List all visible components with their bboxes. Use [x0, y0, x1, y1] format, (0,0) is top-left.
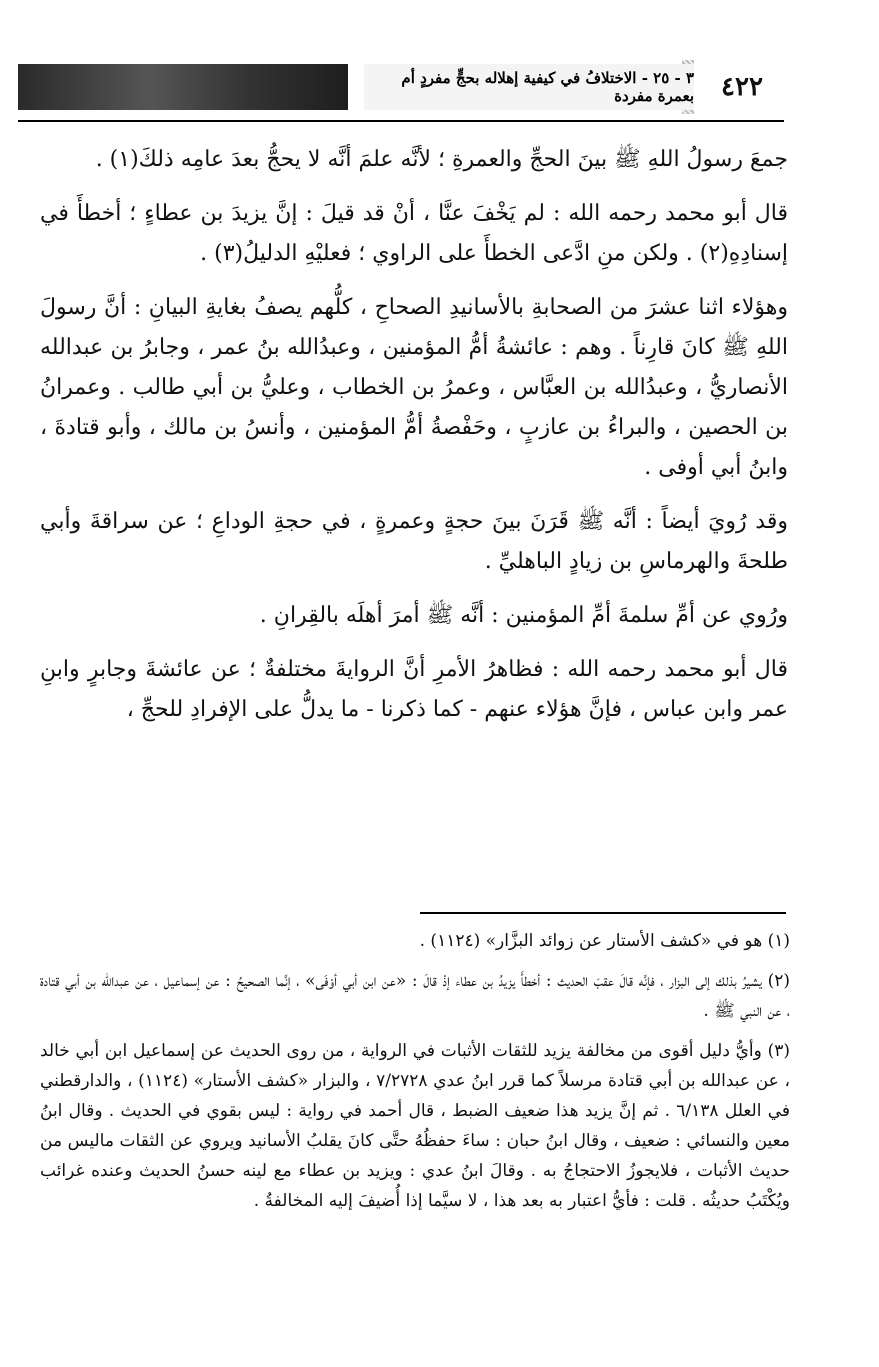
paragraph: جمعَ رسولُ اللهِ ﷺ بينَ الحجِّ والعمرةِ ؛ لأنَّه علمَ أنَّه لا يحجُّ بعدَ عامِه ذلكَ(١) . [95, 147, 788, 172]
footnote: (٢) يشيرُ بذلك إلى البزار ، فإنَّه قالَ عقبَ الحديث : أخطأَ يزيدُ بن عطاء إذْ قالَ : «عن ابن أبي أوْفَى» ، إنَّما الصحيحُ : عن إسماعيل ، عن عبدالله بن أبي قتادة ، عن النبي ﷺ . [40, 971, 790, 1021]
paragraph: قال أبو محمد رحمه الله : لم يَخْفَ عنَّا ، أنْ قد قيلَ : إنَّ يزيدَ بن عطاءٍ ؛ أخطأَ في إسنادِهِ(٢) . ولكن منِ ادَّعى الخطأَ على الراوي ؛ فعليْهِ الدليلُ(٣) . [40, 201, 788, 266]
header-rule [18, 120, 784, 122]
paragraph: وقد رُويَ أيضاً : أنَّه ﷺ قَرَنَ بينَ حجةٍ وعمرةٍ ، في حجةِ الوداعِ ؛ عن سراقةَ وأبي طلحةَ والهرماسِ بن زيادٍ الباهليِّ . [40, 509, 788, 574]
footnote: (٣) وأيُّ دليل أقوى من مخالفة يزيد للثقات الأثبات في الرواية ، من روى الحديث عن إسماعيل ابن أبي خالد ، عن عبدالله بن أبي قتادة مرسلاً كما قرر ابنُ عدي ٧/٢٧٢٨ ، والبزار «كشف الأستار» (١١٢٤) ، والدارقطني في العلل ٦/١٣٨ . ثم إنَّ يزيد هذا ضعيف الضبط ، قال أحمد في رواية : ليس بقوي في الحديث . وقال ابنُ معين والنسائي : ضعيف ، وقال ابنُ حبان : ساءَ حفظُهُ حتَّى كانَ يقلبُ الأسانيد ويروي عن الثقات ماليس من حديث الأثبات ، فلايجوزُ الاحتجاجُ به . وقالَ ابنُ عدي : ويزيد بن عطاء مع لينه حسنُ الحديث وعنده غرائب ويُكْتَبُ حديثُه . قلت : فأيُّ اعتبار به بعد هذا ، لا سيَّما إذا أُضيفَ إليه المخالفةُ . [40, 1041, 790, 1211]
main-text [40, 140, 788, 744]
footnote: (١) هو في «كشف الأستار عن زوائد البزَّار» (١١٢٤) . [419, 931, 790, 951]
page-header [18, 60, 790, 116]
running-title: ٣ - ٢٥ - الاختلافُ في كيفية إهلاله بحجٍّ مفردٍ أم بعمرة مفردة [364, 64, 694, 110]
paragraph: وهؤلاء اثنا عشرَ من الصحابةِ بالأسانيدِ الصحاحِ ، كلُّهم يصفُ بغايةِ البيانِ : أنَّ رسولَ اللهِ ﷺ كانَ قارِناً . وهم : عائشةُ أمُّ المؤمنين ، وعبدُالله بنُ عمر ، وجابرُ بن عبدالله الأنصاريُّ ، وعبدُالله بن العبَّاس ، وعمرُ بن الخطاب ، وعليُّ بن أبي طالب . وعمرانُ بن الحصين ، والبراءُ بن عازبٍ ، وحَفْصةُ أمُّ المؤمنين ، وأنسُ بن مالك ، وأبو قتادةَ ، وابنُ أبي أوفى . [40, 295, 788, 480]
page-number: ٤٢٢ [721, 72, 763, 102]
footnotes [40, 926, 790, 1226]
footnote-rule [420, 912, 786, 914]
paragraph: ورُوي عن أمِّ سلمةَ أمِّ المؤمنين : أنَّه ﷺ أمرَ أهلَه بالقِرانِ . [259, 603, 788, 628]
header-dark-band [18, 64, 348, 110]
paragraph: قال أبو محمد رحمه الله : فظاهرُ الأمرِ أنَّ الروايةَ مختلفةٌ ؛ عن عائشةَ وجابرٍ وابنِ عمر وابن عباس ، فإنَّ هؤلاء عنهم - كما ذكرنا - ما يدلُّ على الإفرادِ للحجِّ ، [40, 657, 788, 722]
